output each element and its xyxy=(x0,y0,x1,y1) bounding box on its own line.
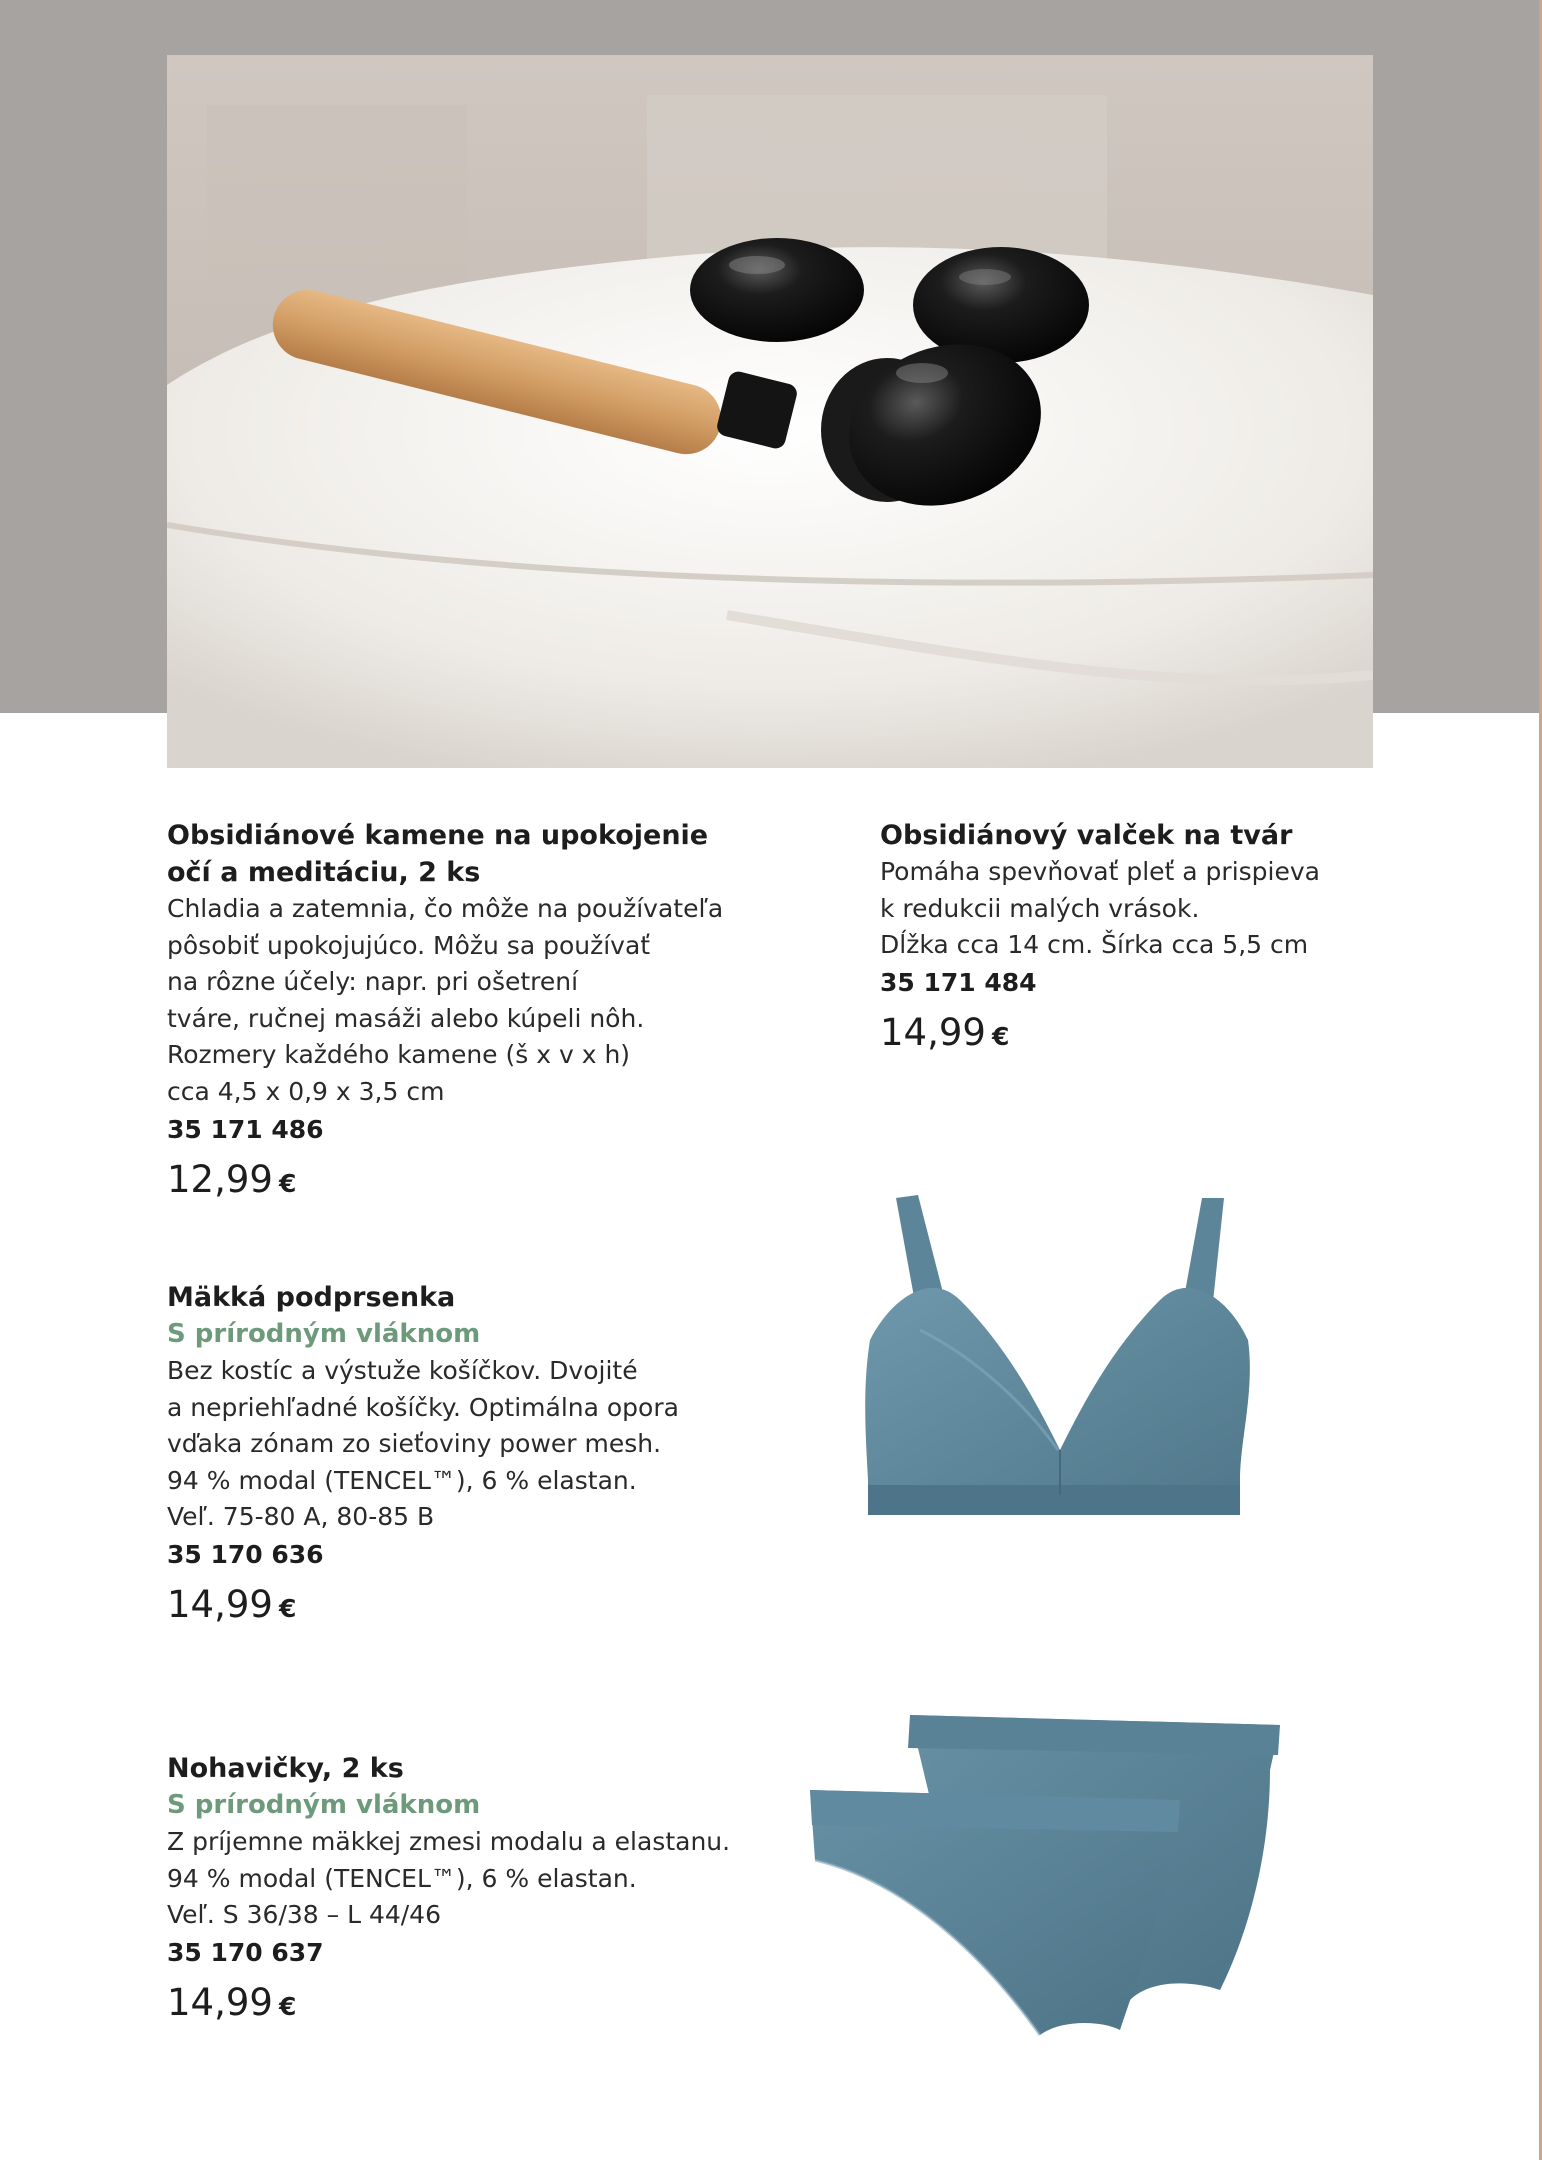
product-code: 35 170 636 xyxy=(167,1539,324,1569)
product-price: 14,99 € xyxy=(167,1582,297,1626)
product-soft-bra xyxy=(167,1279,817,1631)
product-title: Obsidiánové kamene na upokojenie očí a meditáciu, 2 ks xyxy=(167,820,709,888)
product-description: Z príjemne mäkkej zmesi modalu a elastanu. 94 % modal (TENCEL™), 6 % elastan. Veľ. S 36/38 – L 44/46 xyxy=(167,1827,731,1930)
hero-photo-obsidian-stones xyxy=(167,55,1373,768)
product-obsidian-stones xyxy=(167,817,817,1206)
product-price: 14,99 € xyxy=(880,1010,1010,1054)
product-title: Mäkká podprsenka xyxy=(167,1282,456,1313)
product-briefs xyxy=(167,1750,817,2029)
product-code: 35 170 637 xyxy=(167,1937,324,1967)
product-title: Obsidiánový valček na tvár xyxy=(880,820,1293,851)
product-description: Chladia a zatemnia, čo môže na používateľa pôsobiť upokojujúco. Môžu sa používať na rôzne účely: napr. pri ošetrení tváre, ručnej masáži alebo kúpeli nôh. Rozmery každého kamene (š x v x h) cca 4,5 x 0,9 x 3,5 cm xyxy=(167,894,724,1106)
product-price: 14,99 € xyxy=(167,1980,297,2024)
product-code: 35 171 486 xyxy=(167,1114,324,1144)
product-subtitle: S prírodným vláknom xyxy=(167,1319,481,1349)
product-description: Pomáha spevňovať pleť a prispieva k redukcii malých vrások. Dĺžka cca 14 cm. Šírka cca 5,5 cm xyxy=(880,857,1320,960)
briefs-product-image xyxy=(790,1700,1330,2080)
product-code: 35 171 484 xyxy=(880,967,1037,997)
bra-product-image xyxy=(800,1150,1280,1580)
product-title: Nohavičky, 2 ks xyxy=(167,1753,404,1784)
product-obsidian-roller xyxy=(880,817,1530,1059)
product-price: 12,99 € xyxy=(167,1157,297,1201)
product-subtitle: S prírodným vláknom xyxy=(167,1790,481,1820)
product-description: Bez kostíc a výstuže košíčkov. Dvojité a nepriehľadné košíčky. Optimálna opora vďaka zónam zo sieťoviny power mesh. 94 % modal (TENCEL™), 6 % elastan. Veľ. 75-80 A, 80-85 B xyxy=(167,1356,679,1532)
